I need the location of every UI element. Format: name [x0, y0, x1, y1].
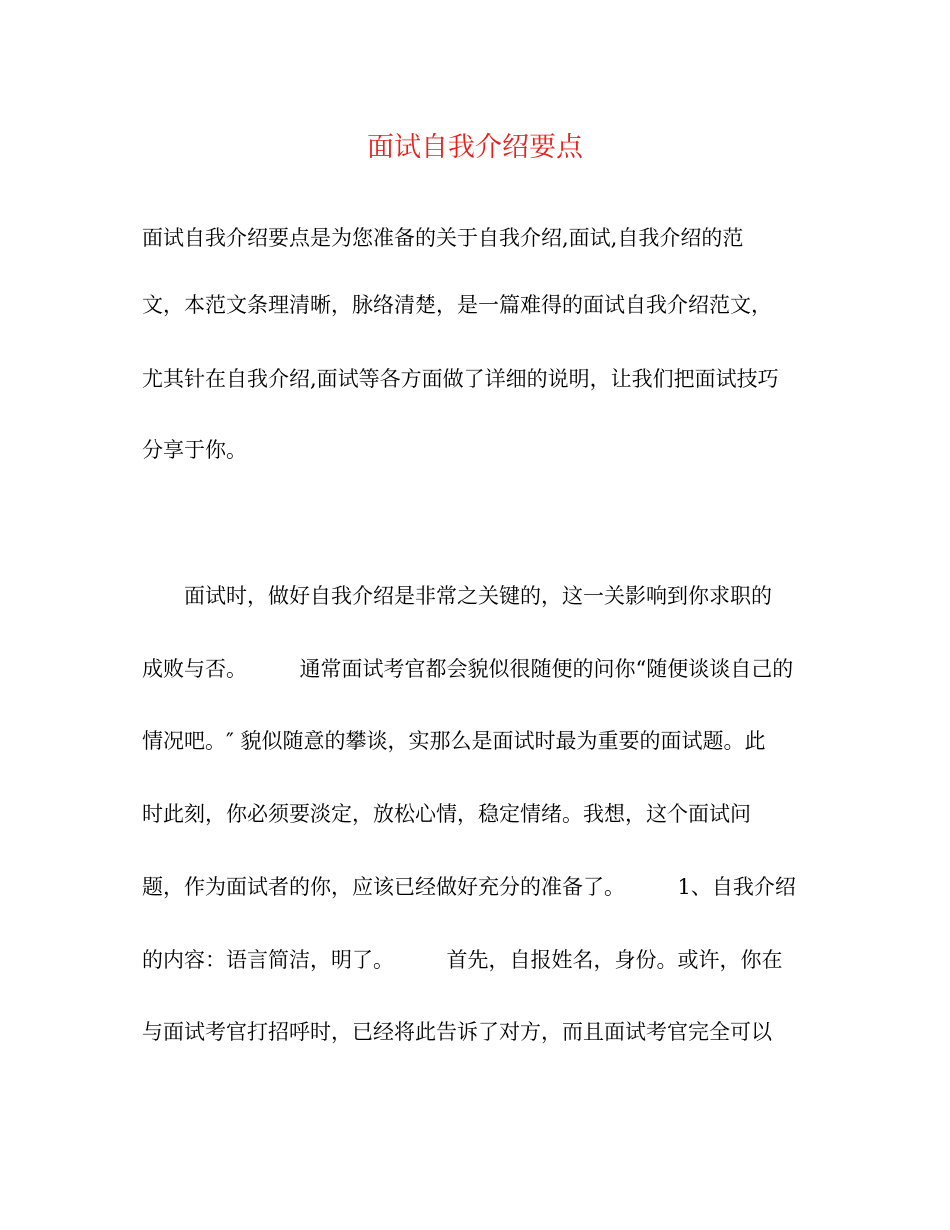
document-title: 面试自我介绍要点 — [367, 132, 583, 163]
intro-line-3: 尤其针在自我介绍,面试等各方面做了详细的说明，让我们把面试技巧 — [142, 367, 779, 391]
body-line-4: 时此刻，你必须要淡定，放松心情，稳定情绪。我想，这个面试问 — [142, 802, 751, 826]
body-line-3: 情况吧。″ 貌似随意的攀谈，实那么是面试时最为重要的面试题。此 — [142, 729, 766, 753]
body-line-5: 题，作为面试者的你，应该已经做好充分的准备了。 1、自我介绍 — [142, 875, 796, 899]
intro-line-2: 文，本范文条理清晰，脉络清楚，是一篇难得的面试自我介绍范文， — [142, 293, 772, 317]
body-line-2: 成败与否。 通常面试考官都会貌似很随便的问你“随便谈谈自己的 — [142, 657, 794, 681]
intro-line-1: 面试自我介绍要点是为您准备的关于自我介绍,面试,自我介绍的范 — [142, 226, 744, 250]
body-line-7: 与面试考官打招呼时，已经将此告诉了对方，而且面试考官完全可以 — [142, 1020, 772, 1044]
body-line-6: 的内容：语言简洁，明了。 首先，自报姓名，身份。或许，你在 — [142, 948, 783, 972]
body-line-1: 面试时，做好自我介绍是非常之关键的，这一关影响到你求职的 — [184, 584, 772, 608]
intro-line-4: 分享于你。 — [142, 438, 247, 462]
